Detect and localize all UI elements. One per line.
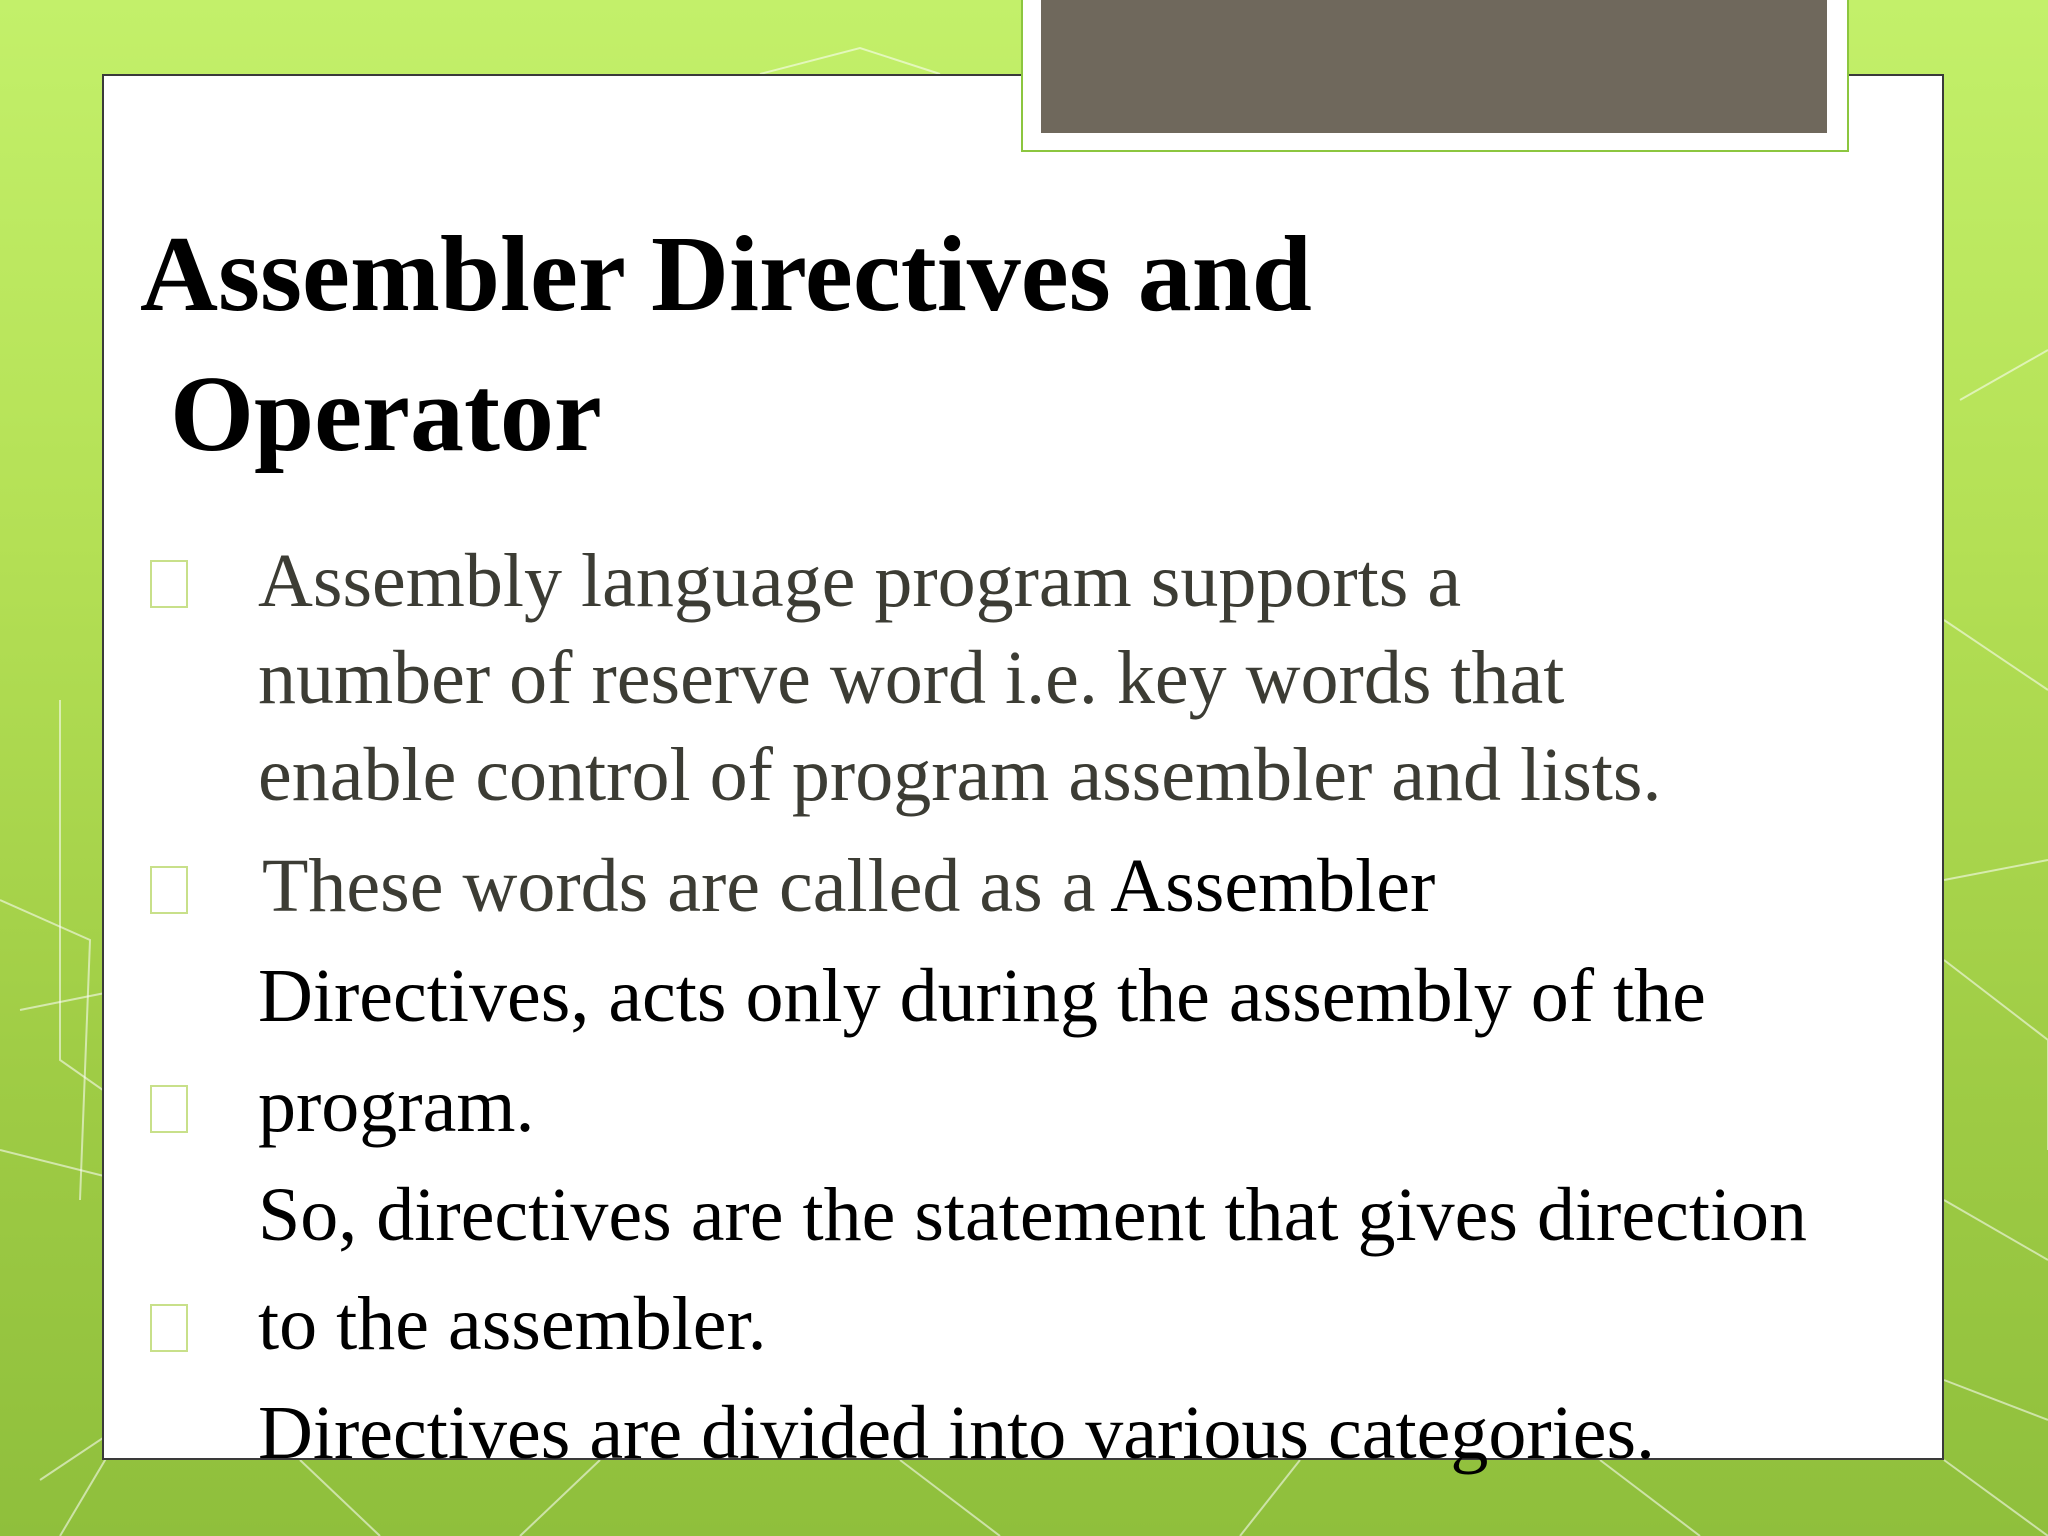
bullet-2-line-4: So, directives are the statement that gives direction (258, 1173, 1808, 1257)
bullet-2-segment-black: Assembler (1095, 844, 1436, 928)
bullet-2-segment-gray: These words are called as a (262, 844, 1096, 928)
title-line-2: Operator (170, 355, 602, 474)
bullet-1-line-1: Assembly language program supports a (258, 539, 1462, 623)
bullet-box-icon (150, 1085, 188, 1133)
slide-title (140, 205, 1312, 485)
bullet-2-line-1 (262, 838, 1435, 934)
header-tab-fill (1041, 0, 1827, 133)
bullet-1-line-3: enable control of program assembler and lists. (258, 733, 1662, 817)
title-line-1: Assembler Directives and (140, 215, 1312, 334)
bullet-2-line-2: Directives, acts only during the assembly of the (258, 954, 1706, 1038)
bullet-1-line-2: number of reserve word i.e. key words that (258, 636, 1565, 720)
bullet-box-icon (150, 866, 188, 914)
bullet-2-line-3: program. (258, 1064, 535, 1148)
bullet-box-icon (150, 560, 188, 608)
bullet-box-icon (150, 1304, 188, 1352)
bullet-2-line-5: to the assembler. (258, 1282, 767, 1366)
bullet-2-line-6: Directives are divided into various categories. (258, 1391, 1656, 1475)
